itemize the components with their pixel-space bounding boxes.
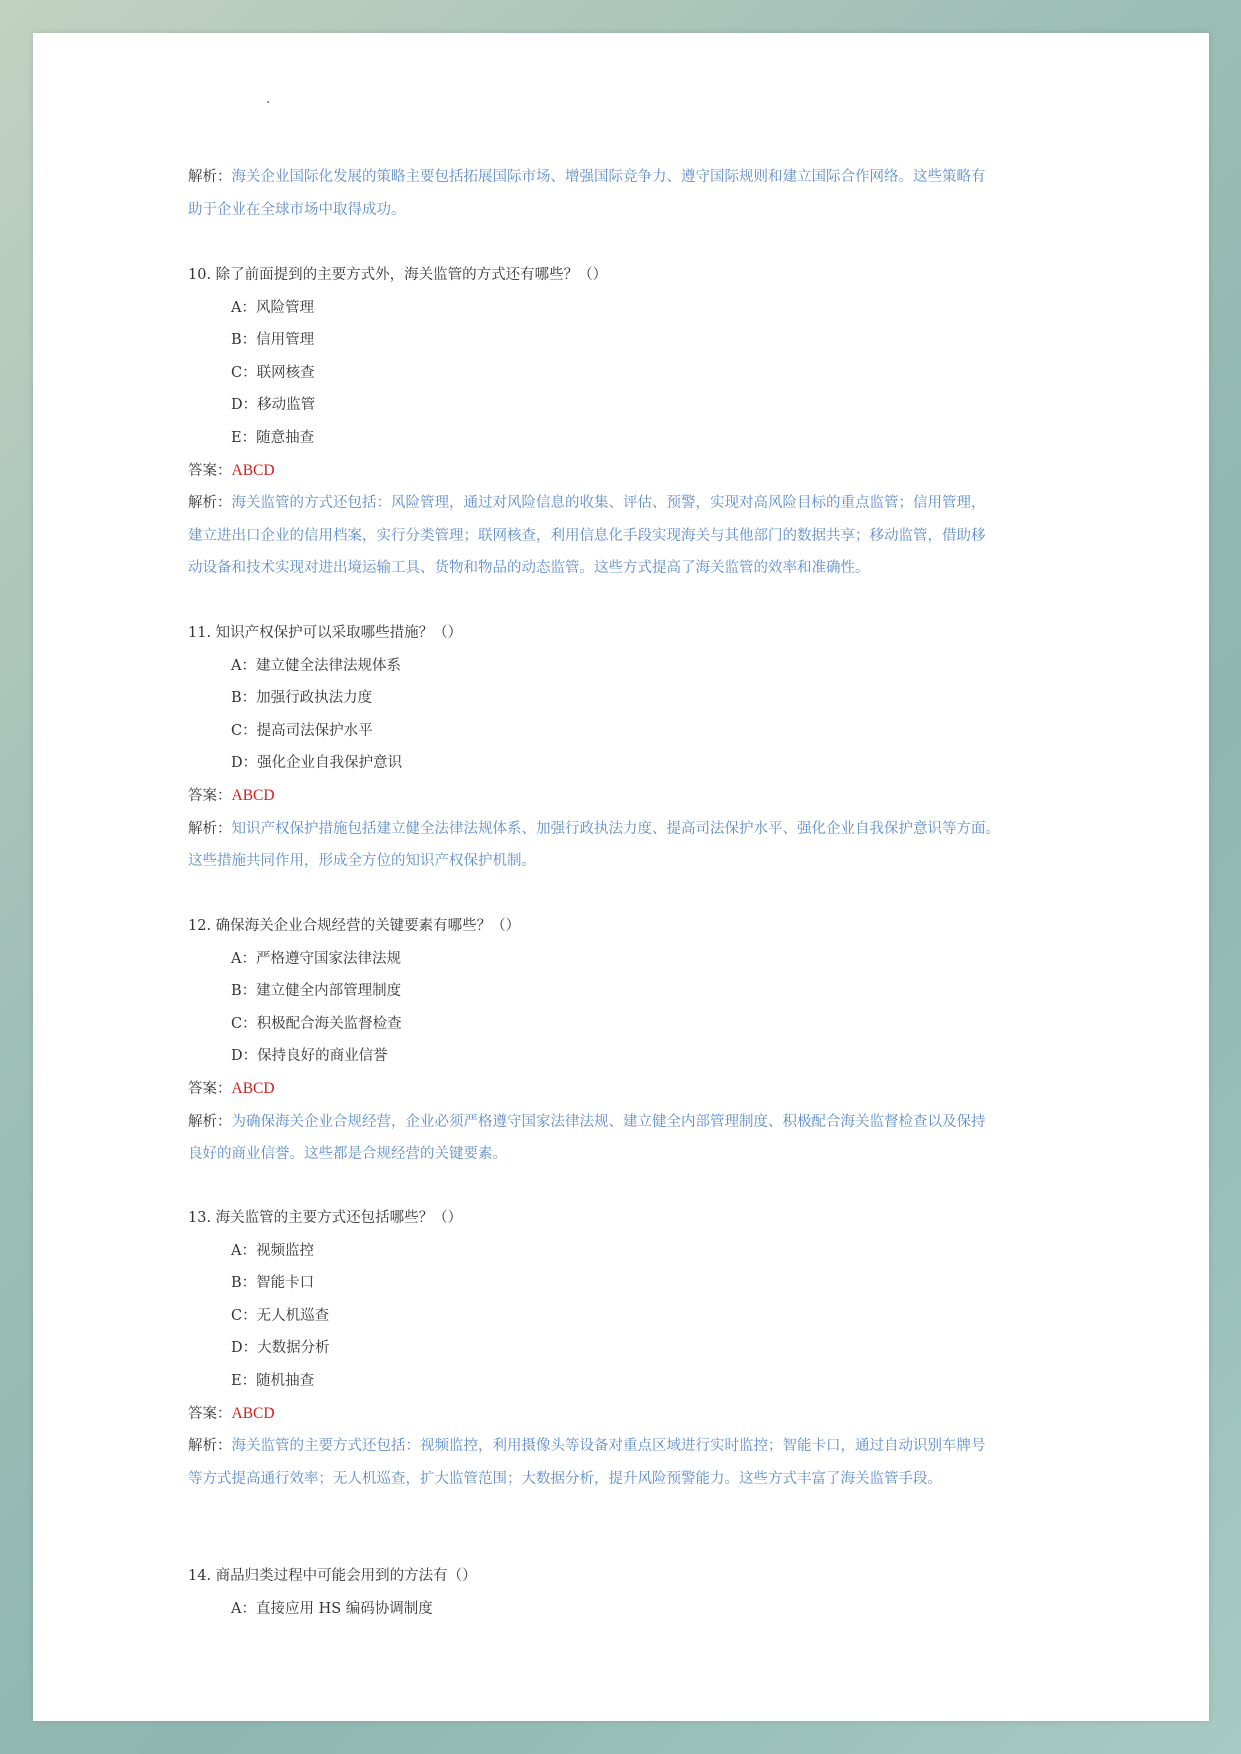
question-title: 10. 除了前面提到的主要方式外，海关监管的方式还有哪些？（） [188,267,608,283]
option-c: C：无人机巡查 [231,1307,330,1324]
explanation-text: 助于企业在全球市场中取得成功。 [188,201,406,218]
question-title: 11. 知识产权保护可以采取哪些措施？（） [188,625,463,641]
explanation-text: 海关监管的主要方式还包括：视频监控，利用摄像头等设备对重点区域进行实时监控；智能卡口，通过自动识别车牌号 [231,1438,986,1455]
answer-line [188,1398,1088,1431]
option-b: B：智能卡口 [231,1275,315,1292]
question-10 [188,259,1088,585]
document-page [33,33,1209,1721]
option-a: A：严格遵守国家法律法规 [231,950,401,967]
answer-line [188,780,1088,813]
explanation-label: 解析： [188,169,232,185]
explanation-line [188,1430,1088,1463]
answer-label: 答案： [188,1080,232,1097]
explanation-line [188,813,1088,846]
option-c: C：积极配合海关监督检查 [231,1015,402,1032]
explanation-text: 为确保海关企业合规经营，企业必须严格遵守国家法律法规、建立健全内部管理制度、积极配合海关监督检查以及保持 [231,1113,986,1130]
explanation-label: 解析： [188,1438,232,1455]
option-c: C：联网核查 [231,364,315,381]
explanation-label: 解析： [188,820,232,837]
question-13 [188,1202,1088,1495]
answer-line [188,1073,1088,1106]
option-b: B：信用管理 [231,332,315,349]
explanation-text: 建立进出口企业的信用档案，实行分类管理；联网核查，利用信息化手段实现海关与其他部门的数据共享；移动监管，借助移 [188,527,986,544]
explanation-text: 海关企业国际化发展的策略主要包括拓展国际市场、增强国际竞争力、遵守国际规则和建立国际合作网络。这些策略有 [231,169,986,185]
option-b: B：加强行政执法力度 [231,690,373,707]
explanation-label: 解析： [188,495,232,512]
option-a: A：风险管理 [231,299,314,316]
explanation-label: 解析： [188,1113,232,1130]
explanation-text: 知识产权保护措施包括建立健全法律法规体系、加强行政执法力度、提高司法保护水平、强化企业自我保护意识等方面。 [231,820,1000,837]
question-title: 12. 确保海关企业合规经营的关键要素有哪些？（） [188,918,521,934]
option-d: D：强化企业自我保护意识 [231,755,403,772]
answer-line [188,455,1088,488]
explanation-text: 良好的商业信誉。这些都是合规经营的关键要素。 [188,1146,507,1163]
option-a: A：建立健全法律法规体系 [231,657,401,674]
option-d: D：移动监管 [231,397,316,414]
explanation-text: 等方式提高通行效率；无人机巡查，扩大监管范围；大数据分析，提升风险预警能力。这些方式丰富了海关监管手段。 [188,1470,942,1487]
question-title: 13. 海关监管的主要方式还包括哪些？（） [188,1210,463,1226]
question-11 [188,617,1088,878]
answer-value: ABCD [231,1404,275,1422]
question-title: 14. 商品归类过程中可能会用到的方法有（） [188,1568,477,1584]
explanation-line [188,1106,1088,1139]
option-e: E：随机抽查 [231,1372,315,1389]
option-d: D：大数据分析 [231,1340,330,1357]
option-d: D：保持良好的商业信誉 [231,1048,388,1065]
option-c: C：提高司法保护水平 [231,722,373,739]
question-14 [188,1560,1088,1625]
top-mark: · [266,95,271,111]
option-a: A：直接应用 HS 编码协调制度 [231,1600,433,1617]
answer-value: ABCD [231,1079,275,1097]
explanation-line [188,487,1088,520]
explanation-text: 这些措施共同作用，形成全方位的知识产权保护机制。 [188,853,536,870]
answer-value: ABCD [231,461,275,479]
explanation-text: 动设备和技术实现对进出境运输工具、货物和物品的动态监管。这些方式提高了海关监管的效率和准确性。 [188,560,870,577]
explanation-text: 海关监管的方式还包括：风险管理，通过对风险信息的收集、评估、预警，实现对高风险目标的重点监管；信用管理， [231,495,986,512]
intro-explanation [188,161,1088,226]
answer-label: 答案： [188,787,232,804]
question-12 [188,910,1088,1171]
answer-label: 答案： [188,1405,232,1422]
answer-label: 答案： [188,462,232,479]
answer-value: ABCD [231,786,275,804]
option-e: E：随意抽查 [231,429,315,446]
option-b: B：建立健全内部管理制度 [231,983,402,1000]
option-a: A：视频监控 [231,1242,314,1259]
